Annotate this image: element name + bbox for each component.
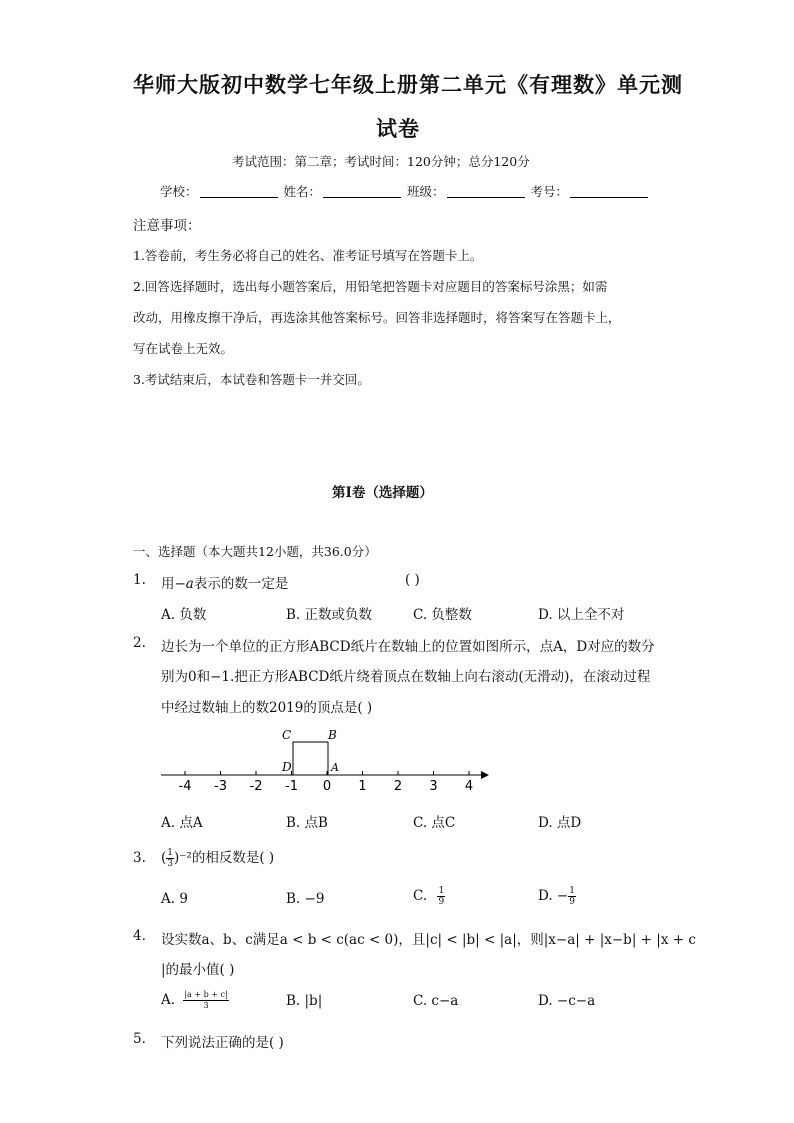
tick-label: 0 [322,779,332,794]
exam-title-line1: 华师大版初中数学七年级上册第二单元《有理数》单元测 [133,72,683,97]
label-b: B [328,728,337,742]
q5-stem: 下列说法正确的是( ) [161,1035,284,1051]
q3-stem-exp: )⁻² [174,850,192,866]
q2-option-b[interactable]: B. 点B [286,815,328,831]
class-label: 班级： [407,184,445,199]
tick-label: 4 [464,779,474,794]
q4-a-num: |a + b + c| [184,990,228,999]
tick-label: -2 [249,779,263,794]
q2-option-d[interactable]: D. 点D [538,815,582,831]
q2-stem-line3: 中经过数轴上的数2019的顶点是( ) [161,700,373,716]
tick-label: 1 [358,779,367,794]
notice-item-2-line2: 改动，用橡皮擦干净后，再选涂其他答案标号。回答非选择题时，将答案写在答题卡上， [133,310,621,325]
q1-stem-var: −a [174,576,194,592]
notice-item-1: 1.答卷前，考生务必将自己的姓名、准考证号填写在答题卡上。 [133,248,483,263]
q3-option-b[interactable]: B. −9 [286,891,325,907]
q4-option-a[interactable] [161,990,229,1011]
number-line-ticks [179,771,474,794]
q2-stem-line1: 边长为一个单位的正方形ABCD纸片在数轴上的位置如图所示，点A，D对应的数分 [161,639,655,655]
q1-option-d[interactable]: D. 以上全不对 [538,607,625,623]
school-blank[interactable] [200,185,278,198]
q4-a-den: 3 [203,1001,209,1010]
q2-number: 2. [133,635,146,651]
q3-d-den: 9 [569,897,575,907]
tick-label: -4 [178,779,192,794]
q3-option-c[interactable] [413,886,445,907]
volume-title: 第I卷（选择题） [332,485,433,501]
q4-option-d[interactable]: D. −c−a [538,993,596,1009]
q3-frac-den: 3 [167,859,174,869]
class-blank[interactable] [447,185,525,198]
notice-heading: 注意事项： [133,218,201,234]
q3-option-d-fraction [568,886,576,907]
tick-label: 2 [393,779,403,794]
number-blank[interactable] [570,185,648,198]
number-line-arrow [481,771,489,779]
q3-fraction [166,848,174,869]
name-label: 姓名： [283,184,322,199]
q3-stem-open: ( [161,850,167,866]
number-label: 考号： [530,184,569,199]
notice-item-2-line1: 2.回答选择题时，选出每小题答案后，用铅笔把答题卡对应题目的答案标号涂黑；如需 [133,279,608,294]
q3-option-c-prefix: C. [413,888,428,904]
q4-option-b[interactable]: B. |b| [286,993,323,1009]
q3-d-num: 1 [569,886,575,896]
label-c: C [282,728,292,742]
q1-stem-b: 表示的数一定是 [193,576,289,592]
q1-option-c[interactable]: C. 负整数 [413,607,472,623]
name-blank[interactable] [323,185,401,198]
q4-option-a-fraction [183,990,228,1011]
q4-number: 4. [133,928,146,944]
exam-info: 考试范围：第二章；考试时间：120分钟；总分120分 [232,154,530,169]
q3-number: 3. [133,850,146,866]
exam-title-line2: 试卷 [376,116,420,141]
q3-option-a[interactable]: A. 9 [161,891,188,907]
q1-option-b[interactable]: B. 正数或负数 [286,607,373,623]
tick-label: -1 [285,779,298,794]
student-fields [160,182,650,200]
q1-option-a[interactable]: A. 负数 [161,607,207,623]
q4-option-a-prefix: A. [161,992,176,1008]
q1-number: 1. [133,572,146,588]
square-abcd [293,742,328,775]
q2-option-a[interactable]: A. 点A [161,815,203,831]
q1-stem [161,572,288,592]
part-title: 一、选择题（本大题共12小题，共36.0分） [133,544,377,559]
q2-number-line-figure [155,725,495,795]
q4-option-c[interactable]: C. c−a [413,993,459,1009]
tick-label: 3 [429,779,438,794]
q3-option-d[interactable] [538,886,576,907]
q3-stem-rest: 的相反数是( ) [191,850,275,866]
q4-stem-line2: |的最小值( ) [161,962,235,978]
label-a: A [331,761,339,774]
notice-item-3: 3.考试结束后，本试卷和答题卡一并交回。 [133,372,370,387]
q1-stem-a: 用 [161,576,175,592]
q3-c-num: 1 [438,886,445,896]
q3-option-d-prefix: D. − [538,888,569,904]
q5-number: 5. [133,1031,146,1047]
school-label: 学校： [160,184,198,199]
q3-frac-num: 1 [167,848,174,858]
q4-stem-line1: 设实数a、b、c满足a < b < c(ac < 0)，且|c| < |b| < |a|，则|x−a| + |x−b| + |x + c [161,932,696,948]
q3-stem [161,846,274,869]
tick-label: -3 [214,779,227,794]
notice-item-2-line3: 写在试卷上无效。 [133,341,234,356]
q3-option-c-fraction [437,886,445,907]
q3-c-den: 9 [438,897,445,907]
label-d: D [282,760,292,774]
q1-answer-paren: ( ) [405,572,420,588]
q2-stem-line2: 别为0和−1.把正方形ABCD纸片绕着顶点在数轴上向右滚动(无滑动)，在滚动过程 [161,669,651,685]
q2-option-c[interactable]: C. 点C [413,815,456,831]
